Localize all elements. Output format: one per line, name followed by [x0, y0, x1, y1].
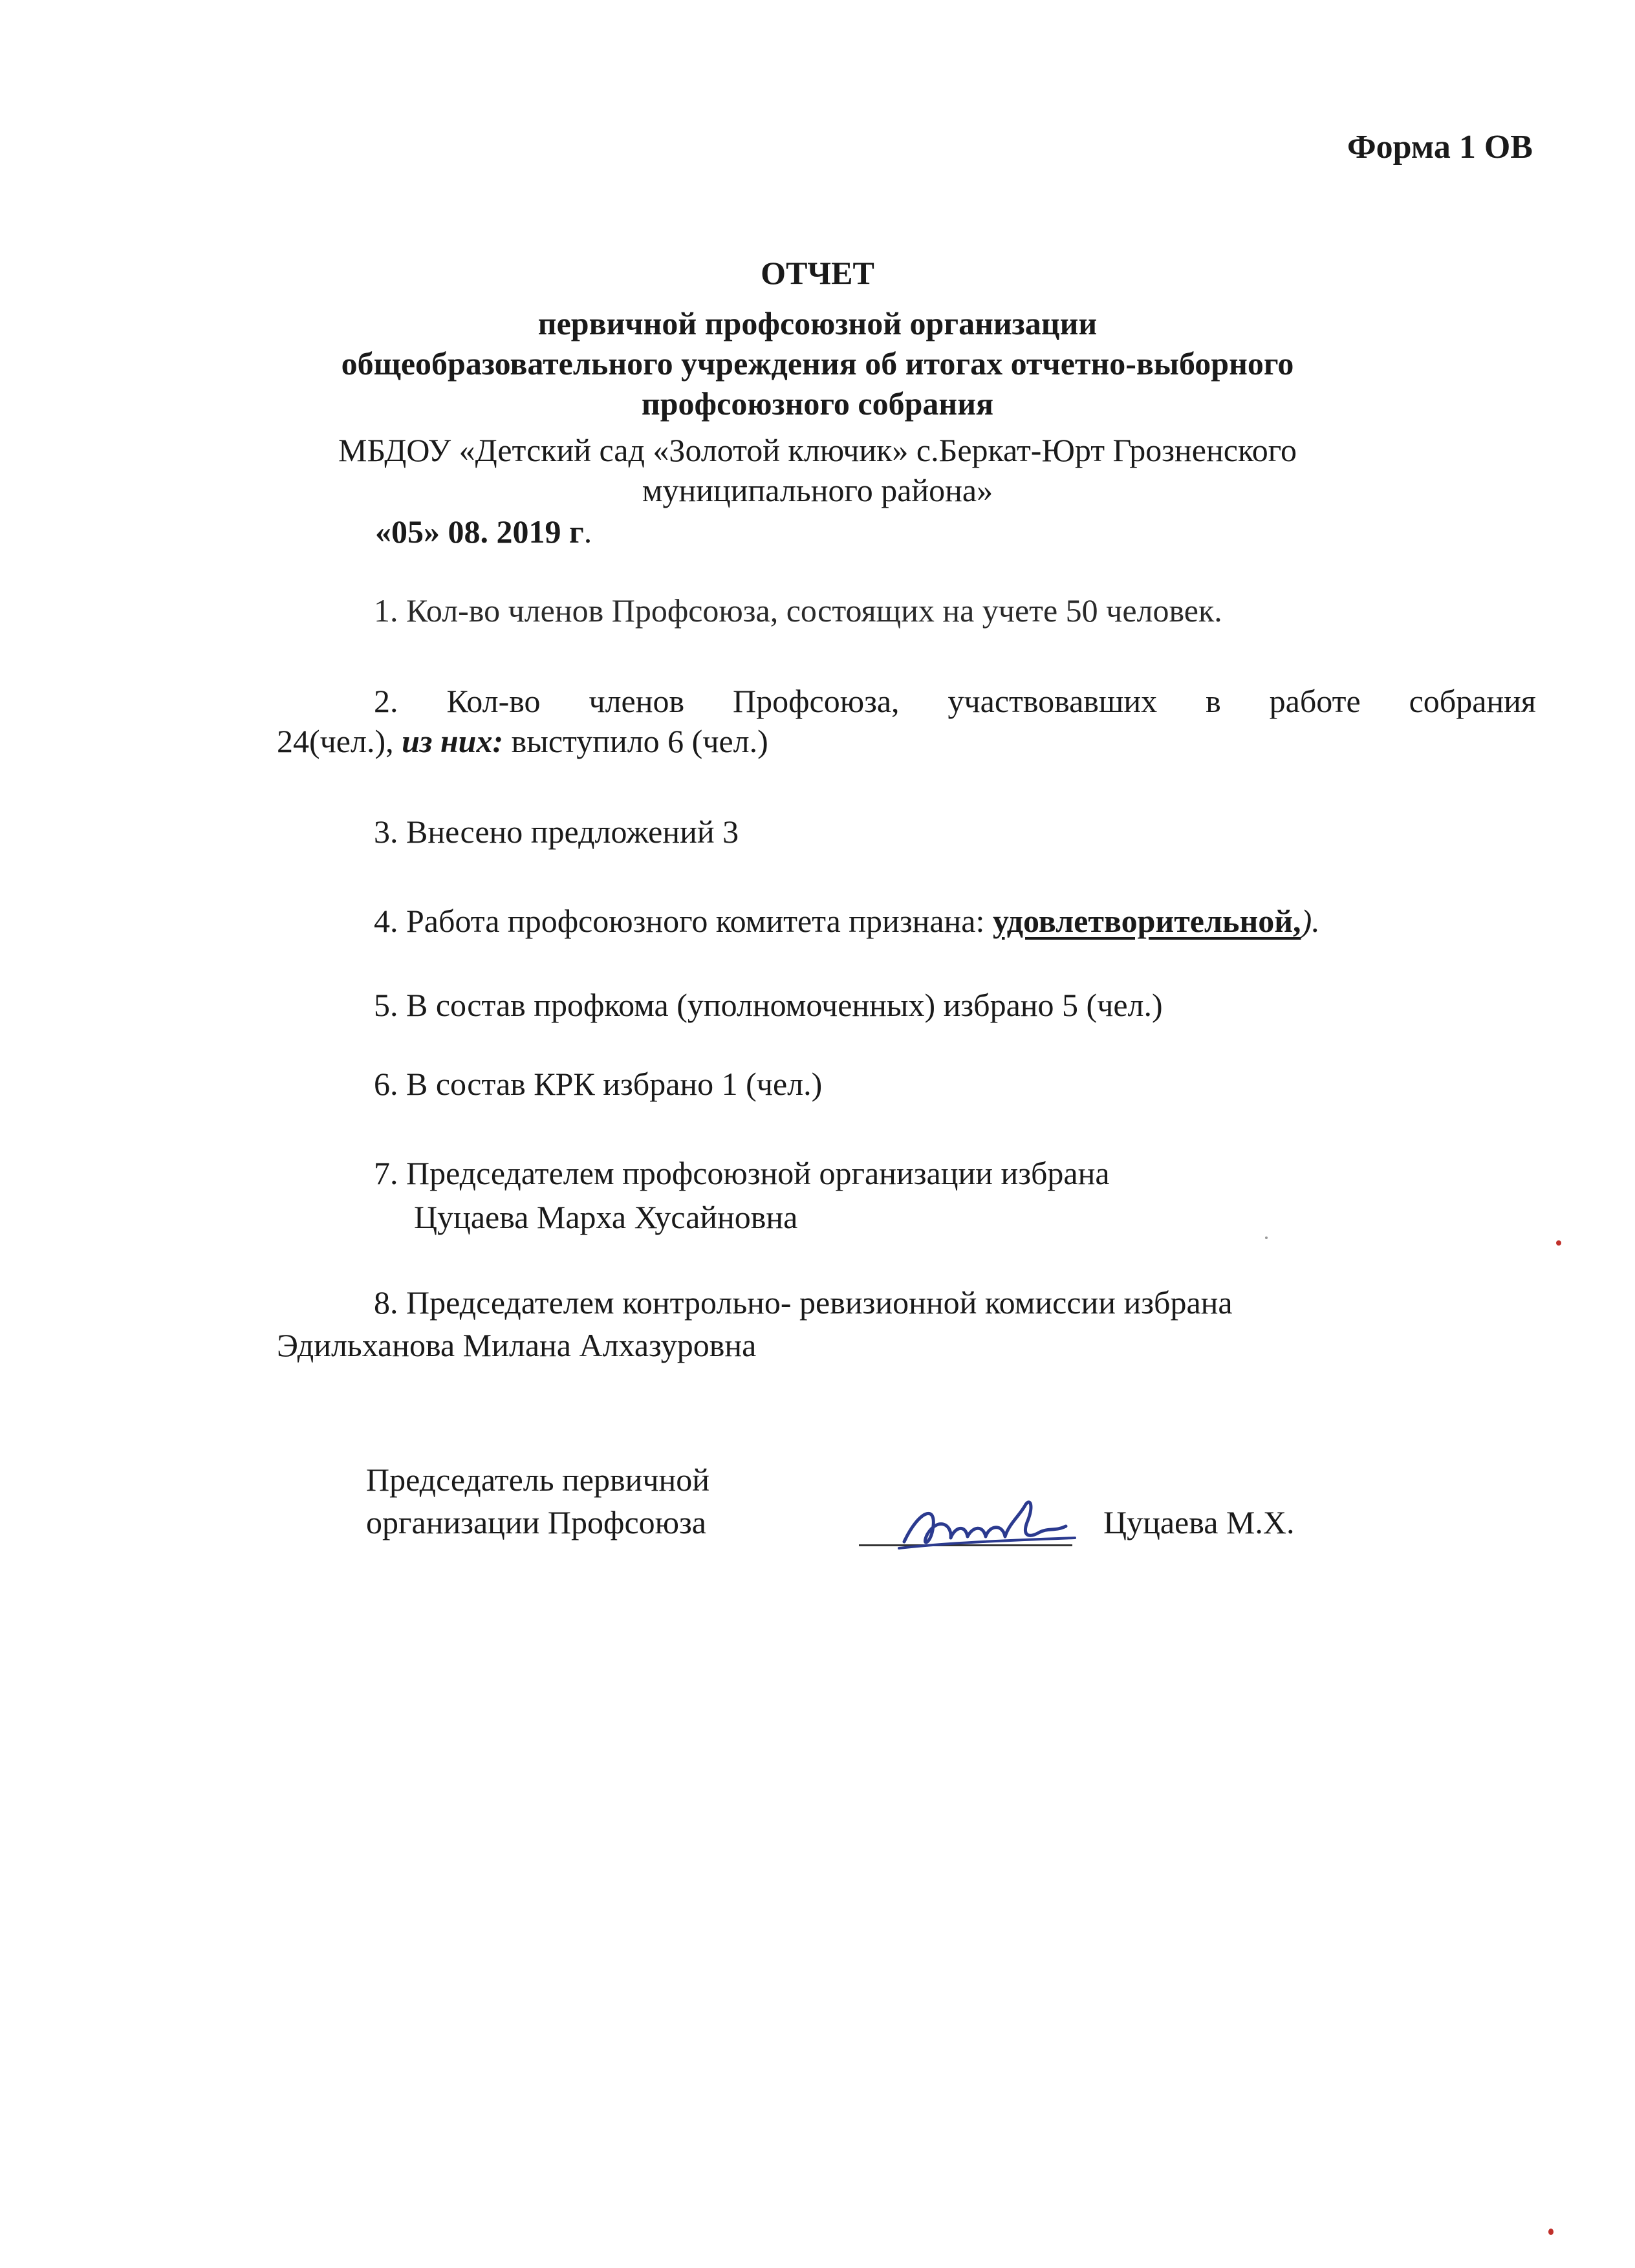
- item-7-line1: 7. Председателем профсоюзной организации избрана: [374, 1155, 1110, 1191]
- item-2-word: работе: [1269, 683, 1361, 719]
- form-label: Форма 1 ОВ: [1347, 129, 1533, 166]
- organization-line2: муниципального района»: [642, 472, 993, 508]
- report-date: [375, 512, 592, 551]
- report-heading: ОТЧЕТ: [761, 255, 874, 291]
- scan-speck: [1548, 2229, 1554, 2235]
- item-2-word: участвовавших: [947, 683, 1158, 719]
- item-2-word: членов: [589, 683, 685, 719]
- item-8-line1: 8. Председателем контрольно- ревизионной комиссии избрана: [374, 1284, 1233, 1321]
- item-4-text: 4. Работа профсоюзного комитета признана:: [374, 903, 993, 939]
- item-3: 3. Внесено предложений 3: [374, 814, 739, 850]
- item-2-participants: 24(чел.),: [277, 723, 402, 759]
- scan-speck: [1265, 1237, 1268, 1239]
- item-2-word: Профсоюза,: [733, 683, 900, 719]
- report-title-line3: профсоюзного собрания: [641, 385, 994, 422]
- item-2-line1: [374, 682, 1536, 720]
- item-8-chair-name: Эдильханова Милана Алхазуровна: [277, 1327, 757, 1363]
- item-5: 5. В состав профкома (уполномоченных) избрано 5 (чел.): [374, 987, 1163, 1023]
- handwritten-signature: [893, 1485, 1080, 1562]
- signature-name: Цуцаева М.Х.: [1103, 1504, 1295, 1540]
- item-4-end: ).: [1301, 903, 1320, 939]
- item-1: 1. Кол-во членов Профсоюза, состоящих на учете 50 человек.: [374, 592, 1222, 629]
- item-4: [374, 902, 1320, 940]
- item-2-speakers: выступило 6 (чел.): [503, 723, 768, 759]
- item-2-word: в: [1206, 683, 1221, 719]
- item-2-word: собрания: [1409, 683, 1536, 719]
- item-2-of-them: из них:: [402, 723, 504, 759]
- item-2-word: 2.: [374, 683, 398, 719]
- report-title-line1: первичной профсоюзной организации: [537, 305, 1098, 341]
- item-2-word: Кол-во: [446, 683, 541, 719]
- scan-speck: [1556, 1240, 1561, 1246]
- report-date-value: «05» 08. 2019 г: [375, 513, 584, 550]
- item-7-chair-name: Цуцаева Марха Хусайновна: [414, 1199, 798, 1235]
- report-title-line2: общеобразовательного учреждения об итогах отчетно-выборного: [341, 345, 1294, 382]
- organization-line1: МБДОУ «Детский сад «Золотой ключик» с.Беркат-Юрт Грозненского: [338, 432, 1297, 468]
- signature-role-line1: Председатель первичной: [366, 1462, 710, 1498]
- item-4-rating: удовлетворительной,: [992, 903, 1301, 939]
- report-date-dot: .: [583, 513, 592, 550]
- signature-role-line2: организации Профсоюза: [366, 1504, 706, 1540]
- item-6: 6. В состав КРК избрано 1 (чел.): [374, 1066, 823, 1102]
- item-2-line2: [277, 722, 768, 761]
